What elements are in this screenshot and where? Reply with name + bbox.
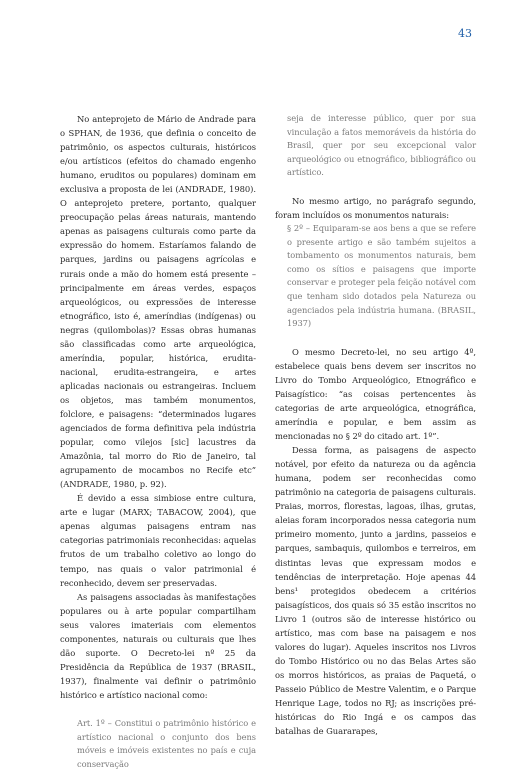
right-paragraph-3: Dessa forma, as paisagens de aspecto notável, por efeito da natureza ou da agência humana, podem ser reconhecidas como patrimônio na categoria de paisagens culturais. Praias, morros, florestas, lagoas, ilhas, grutas, aleias foram incorporados nessa categoria num primeiro momento, junto a jardins, passeios e parques, sambaquis, quilombos e terreiros, em distintas levas que expressam modos e tendências de interpretação. Hoje apenas 44 bens¹ protegidos obedecem a critérios paisagísticos, dos quais só 35 estão inscritos no Livro 1 (outros são de interesse histórico ou artístico, mas com base na paisagem e nos valores do lugar). Aqueles inscritos nos Livros do Tombo Histórico ou no das Belas Artes são os morros históricos, as praias de Paquetá, o Passeio Público de Mestre Valentim, e o Parque Henrique Lage, todos no RJ; as inscrições pré-históricas do Rio Ingá e os campos das batalhas de Guararapes, (275, 445, 476, 737)
right-paragraph-1: No mesmo artigo, no parágrafo segundo, foram incluídos os monumentos naturais: (275, 195, 476, 221)
left-block-quote: Art. 1º – Constitui o patrimônio histórico e artístico nacional o conjunto dos bens móveis e imóveis existentes no país e cuja conservação (77, 717, 256, 769)
left-column (60, 112, 256, 771)
right-paragraph-2: O mesmo Decreto-lei, no seu artigo 4º, estabelece quais bens devem ser inscritos no Livro do Tombo Arqueológico, Etnográfico e Paisagístico: “as coisas pertencentes às categorias de arte arqueológica, etnográfica, ameríndia e popular, e bem assim as mencionadas no § 2º do citado art. 1º”. (275, 346, 476, 442)
left-paragraph-2: É devido a essa simbiose entre cultura, arte e lugar (MARX; TABACOW, 2004), que apenas algumas paisagens entram nas categorias patrimoniais reconhecidas: aquelas frutos de um trabalho coletivo ao longo do tempo, nas quais o valor patrimonial é reconhecido, devem ser preservadas. (60, 493, 256, 588)
left-paragraph-1: No anteprojeto de Mário de Andrade para o SPHAN, de 1936, que definia o conceito de patrimônio, os aspectos culturais, históricos e/ou artísticos (efeitos do chamado engenho humano, eruditos ou populares) dominam em exclusiva a proposta de lei (ANDRADE, 1980). O anteprojeto pretere, portanto, qualquer preocupação pelas áreas naturais, mantendo apenas as paisagens culturais como parte da expressão do homem. Estaríamos falando de parques, jardins ou paisagens agrícolas e rurais onde a mão do homem está presente – principalmente em áreas verdes, espaços arqueológicos, ou expressões de interesse etnográfico, isto é, ameríndias (indígenas) ou negras (quilombolas)? Essas obras humanas são classificadas como arte arqueológica, ameríndia, popular, histórica, erudita-nacional, erudita-estrangeira, e artes aplicadas nacionais ou estrangeiras. Incluem os objetos, mas também monumentos, folclore, e paisagens: “determinados lugares agenciados de forma definitiva pela indústria popular, como vilejos [sic] lacustres da Amazônia, tal morro do Rio de Janeiro, tal agrupamento de mocambos no Recife etc” (ANDRADE, 1980, p. 92). (60, 114, 256, 490)
right-column (275, 112, 476, 738)
right-block-quote: § 2º – Equiparam-se aos bens a que se refere o presente artigo e são também sujeitos a tombamento os monumentos naturais, bem como os sítios e paisagens que importe conservar e proteger pela feição notável com que tenham sido dotados pela Natureza ou agenciados pela indústria humana. (BRASIL, 1937) (287, 223, 476, 329)
left-paragraph-3: As paisagens associadas às manifestações populares ou à arte popular compartilham seus valores imateriais com elementos componentes, naturais ou culturais que lhes dão suporte. O Decreto-lei nº 25 da Presidência da República de 1937 (BRASIL, 1937), finalmente vai definir o patrimônio histórico e artístico nacional como: (60, 591, 256, 700)
page-number: 43 (458, 27, 472, 40)
right-block-quote-continued: seja de interesse público, quer por sua vinculação a fatos memoráveis da história do Brasil, quer por seu excepcional valor arqueológico ou etnográfico, bibliográfico ou artístico. (287, 113, 476, 178)
